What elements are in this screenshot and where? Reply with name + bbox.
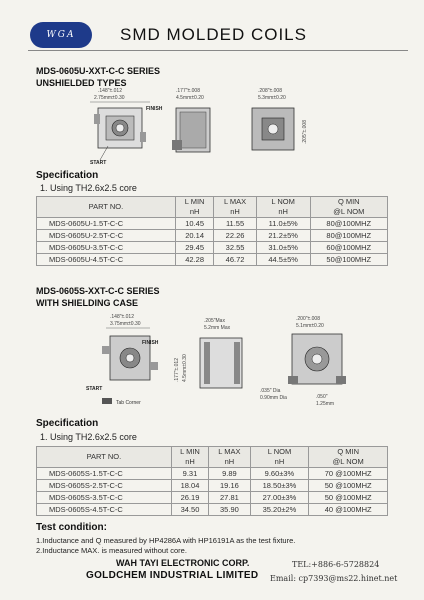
finish-label: FINISH [146, 106, 163, 112]
test-note-1: 1.Inductance and Q measured by HP4286A with HP16191A as the test fixture. [36, 536, 296, 545]
cell-q-min: 70 @100MHZ [309, 468, 388, 480]
cell-l-max: 9.89 [209, 468, 250, 480]
cell-q-min: 50 @100MHZ [309, 492, 388, 504]
dim-label: .177"±.012 [174, 358, 180, 382]
cell-l-min: 34.50 [171, 504, 209, 516]
cell-l-max: 27.81 [209, 492, 250, 504]
cell-l-min: 10.45 [175, 218, 214, 230]
col-header: L MIN nH [175, 197, 214, 218]
table-row [37, 218, 388, 230]
dim-label: .050" [316, 394, 328, 400]
cell-l-min: 20.14 [175, 230, 214, 242]
table-row [37, 230, 388, 242]
dim-label: .177"±.008 [176, 88, 200, 94]
dim-label: .205"±.008 [302, 120, 308, 144]
page-title: SMD MOLDED COILS [120, 25, 307, 44]
cell-part-no: MDS-0605S-3.5T-C-C [37, 492, 172, 504]
type-title-shielded: WITH SHIELDING CASE [36, 298, 139, 308]
cell-part-no: MDS-0605S-4.5T-C-C [37, 504, 172, 516]
dim-label: 3.75mm±0.30 [110, 321, 141, 327]
dim-label: .205"Max [204, 318, 225, 324]
spec-title-1: Specification [36, 170, 99, 181]
spec-title-2: Specification [36, 418, 99, 429]
company-name-2: GOLDCHEM INDUSTRIAL LIMITED [86, 570, 259, 581]
dim-label: 5.2mm Max [204, 325, 231, 331]
company-name-1: WAH TAYI ELECTRONIC CORP. [116, 558, 250, 568]
dim-label: 5.3mm±0.20 [258, 95, 286, 101]
cell-l-min: 9.31 [171, 468, 209, 480]
cell-l-nom: 9.60±3% [250, 468, 309, 480]
dim-label: .200"±.008 [296, 316, 320, 322]
cell-q-min: 50@100MHZ [310, 254, 387, 266]
tab-corner-label: Tab Corner [116, 400, 141, 406]
table-row [37, 254, 388, 266]
table-row [37, 242, 388, 254]
spec-sub-1: 1. Using TH2.6x2.5 core [40, 183, 137, 193]
dim-label: .148"±.012 [110, 314, 134, 320]
type-title-unshielded: UNSHIELDED TYPES [36, 78, 127, 88]
cell-q-min: 60@100MHZ [310, 242, 387, 254]
series-title-unshielded: MDS-0605U-XXT-C-C SERIES [36, 66, 161, 76]
dim-label: 1.25mm [316, 401, 335, 407]
cell-part-no: MDS-0605S-2.5T-C-C [37, 480, 172, 492]
cell-l-min: 29.45 [175, 242, 214, 254]
col-header: L NOM nH [250, 447, 309, 468]
company-logo: WGA [30, 22, 92, 48]
contact-tel: TEL:+886-6-5728824 [292, 560, 380, 569]
table-row [37, 468, 388, 480]
dim-label: 4.5mm±0.30 [182, 354, 188, 382]
col-header: Q MIN @L NOM [309, 447, 388, 468]
dim-label: .208"±.008 [258, 88, 282, 94]
dim-label: 2.75mm±0.30 [94, 95, 125, 101]
col-header: L MAX nH [214, 197, 256, 218]
start-label: START [90, 160, 107, 166]
shielded-drawing [80, 312, 390, 416]
col-header: PART NO. [37, 197, 176, 218]
spec-table-unshielded [36, 196, 388, 266]
table-row [37, 480, 388, 492]
unshielded-drawing [80, 84, 320, 174]
col-header: L MAX nH [209, 447, 250, 468]
cell-l-nom: 11.0±5% [256, 218, 310, 230]
dim-label: 4.5mm±0.20 [176, 95, 204, 101]
cell-l-max: 32.55 [214, 242, 256, 254]
cell-l-max: 35.90 [209, 504, 250, 516]
cell-q-min: 80@100MHZ [310, 230, 387, 242]
cell-q-min: 40 @100MHZ [309, 504, 388, 516]
cell-l-nom: 31.0±5% [256, 242, 310, 254]
col-header: PART NO. [37, 447, 172, 468]
cell-part-no: MDS-0605U-4.5T-C-C [37, 254, 176, 266]
cell-part-no: MDS-0605U-2.5T-C-C [37, 230, 176, 242]
test-condition-title: Test condition: [36, 522, 107, 533]
cell-part-no: MDS-0605U-3.5T-C-C [37, 242, 176, 254]
contact-email[interactable]: Email: cp7393@ms22.hinet.net [270, 574, 398, 583]
start-label: START [86, 386, 103, 392]
col-header: L NOM nH [256, 197, 310, 218]
cell-q-min: 50 @100MHZ [309, 480, 388, 492]
cell-part-no: MDS-0605U-1.5T-C-C [37, 218, 176, 230]
cell-q-min: 80@100MHZ [310, 218, 387, 230]
dim-label: .148"±.012 [98, 88, 122, 94]
cell-l-nom: 44.5±5% [256, 254, 310, 266]
cell-l-max: 22.26 [214, 230, 256, 242]
cell-l-nom: 35.20±2% [250, 504, 309, 516]
table-header-row [37, 197, 388, 218]
dim-label: .035" Dia [260, 388, 281, 394]
cell-l-nom: 18.50±3% [250, 480, 309, 492]
col-header: L MIN nH [171, 447, 209, 468]
dim-label: 5.1mm±0.20 [296, 323, 324, 329]
cell-l-max: 19.16 [209, 480, 250, 492]
dim-label: 0.90mm Dia [260, 395, 287, 401]
test-note-2: 2.Inductance MAX. is measured without core. [36, 546, 187, 555]
cell-l-nom: 27.00±3% [250, 492, 309, 504]
cell-l-min: 42.28 [175, 254, 214, 266]
cell-l-max: 46.72 [214, 254, 256, 266]
cell-l-nom: 21.2±5% [256, 230, 310, 242]
spec-sub-2: 1. Using TH2.6x2.5 core [40, 432, 137, 442]
cell-l-max: 11.55 [214, 218, 256, 230]
cell-part-no: MDS-0605S-1.5T-C-C [37, 468, 172, 480]
table-row [37, 504, 388, 516]
col-header: Q MIN @L NOM [310, 197, 387, 218]
finish-label: FINISH [142, 340, 159, 346]
cell-l-min: 18.04 [171, 480, 209, 492]
spec-table-shielded [36, 446, 388, 516]
series-title-shielded: MDS-0605S-XXT-C-C SERIES [36, 286, 160, 296]
table-header-row [37, 447, 388, 468]
table-row [37, 492, 388, 504]
cell-l-min: 26.19 [171, 492, 209, 504]
